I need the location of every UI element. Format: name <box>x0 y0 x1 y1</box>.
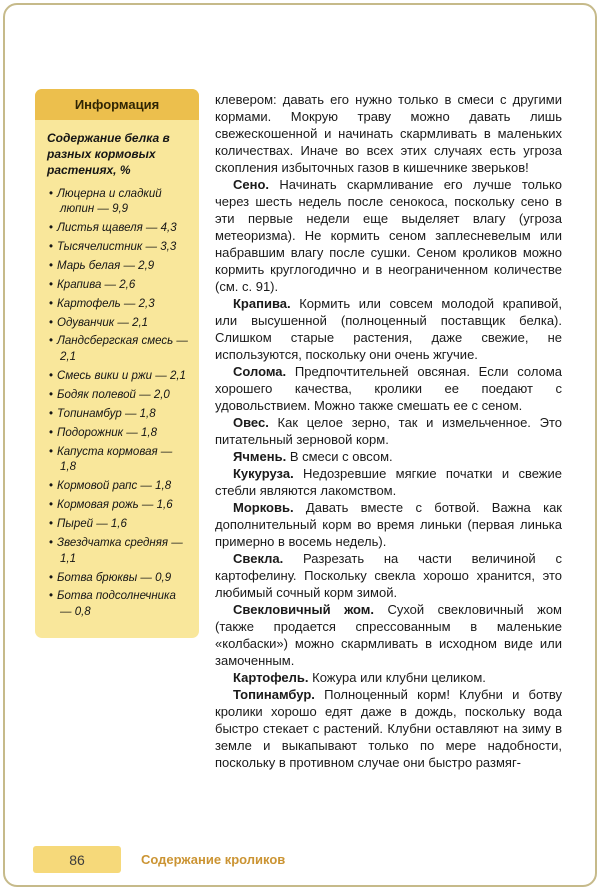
page-number: 86 <box>69 851 85 868</box>
paragraph-lead: Кукуруза. <box>233 466 304 481</box>
bullet-icon: • <box>49 445 54 458</box>
paragraph-lead: Сено. <box>233 177 280 192</box>
bullet-icon: • <box>49 536 54 549</box>
paragraph-lead: Овес. <box>233 415 278 430</box>
paragraph: Солома. Предпочтительней овсяная. Если солома хорошего качества, кролики ее поедают с удовольствием. Можно также смешать ее с сеном. <box>215 364 562 413</box>
protein-list-item: • Крапива — 2,6 <box>49 278 136 291</box>
bullet-icon: • <box>49 370 54 383</box>
protein-list-item: • Ботва подсолнечника — 0,8 <box>49 590 176 619</box>
bullet-icon: • <box>49 407 54 420</box>
paragraph-lead: Топинамбур. <box>233 687 325 702</box>
bullet-icon: • <box>49 222 54 235</box>
bullet-icon: • <box>49 335 54 348</box>
bullet-icon: • <box>49 426 54 439</box>
paragraph-lead: Свекловичный жом. <box>233 602 388 617</box>
protein-list-item: • Бодяк полевой — 2,0 <box>49 389 170 402</box>
bullet-icon: • <box>49 499 54 512</box>
paragraph: Овес. Как целое зерно, так и измельченное. Это питательный зерновой корм. <box>215 415 562 447</box>
protein-list-item: • Звездчатка средняя — 1,1 <box>49 536 183 565</box>
paragraph: Ячмень. В смеси с овсом. <box>233 449 393 464</box>
bullet-icon: • <box>49 571 54 584</box>
paragraph: Картофель. Кожура или клубни целиком. <box>233 670 486 685</box>
footer-chapter-title: Содержание кроликов <box>141 852 286 867</box>
paragraph-lead: Солома. <box>233 364 295 379</box>
protein-list-item: • Капуста кормовая — 1,8 <box>49 445 173 474</box>
info-box-header: Информация <box>35 89 199 120</box>
protein-list <box>35 185 199 639</box>
paragraph-lead: Свекла. <box>233 551 303 566</box>
paragraph: Морковь. Давать вместе с ботвой. Важна как дополнительный корм во время линьки (первая линька примерно в восемь недель). <box>215 500 562 549</box>
bullet-icon: • <box>49 590 54 603</box>
main-text-column <box>215 91 562 771</box>
book-page <box>3 3 597 887</box>
bullet-icon: • <box>49 518 54 531</box>
protein-list-item: • Ботва брюквы — 0,9 <box>49 571 172 584</box>
paragraph: Сено. Начинать скармливание его лучше только через шесть недель после сенокоса, поскольку сено в эти первые недели еще выделяет влагу (угроза метеоризма). Не кормить сеном заплесневелым или набравшим влагу после сушки. Сеном кроликов можно кормить круглогодично и в неограниченном количестве (см. с. 91). <box>215 177 563 294</box>
bullet-icon: • <box>49 316 54 329</box>
protein-list-item: • Кормовая рожь — 1,6 <box>49 499 173 512</box>
paragraph: Свекла. Разрезать на части величиной с картофелину. Поскольку свекла хорошо хранится, это любимый сочный корм зимой. <box>215 551 562 600</box>
protein-list-item: • Смесь вики и ржи — 2,1 <box>49 370 186 383</box>
bullet-icon: • <box>49 297 54 310</box>
paragraph: Кукуруза. Недозревшие мягкие початки и свежие стебли являются лакомством. <box>215 466 562 498</box>
bullet-icon: • <box>49 480 54 493</box>
bullet-icon: • <box>49 260 54 272</box>
bullet-icon: • <box>49 278 54 291</box>
paragraph: клевером: давать его нужно только в смеси с другими кормами. Мокрую траву можно давать лишь свежескошенной и начинать скармливать в маленьких количествах. Иначе во всех этих случаях есть угроза скопления избыточных газов в кишечнике зверьков! <box>215 92 562 175</box>
protein-list-item: • Листья щавеля — 4,3 <box>49 222 177 235</box>
paragraph: Топинамбур. Полноценный корм! Клубни и ботву кролики хорошо едят даже в дождь, поскольку вода быстро стекает с растений. Клубни оставляют на зиму в земле и выкапывают только по мере надобности, поскольку в противном случае они быстро размяг- <box>215 687 563 770</box>
paragraph-lead: Картофель. <box>233 670 313 685</box>
page-number-badge <box>33 846 121 873</box>
protein-list-item: • Люцерна и сладкий люпин — 9,9 <box>49 187 162 216</box>
protein-list-item: • Картофель — 2,3 <box>49 297 155 310</box>
paragraph-lead: Крапива. <box>233 296 300 311</box>
protein-list-item: • Топинамбур — 1,8 <box>49 407 156 420</box>
bullet-icon: • <box>49 389 54 402</box>
protein-list-item: • Подорожник — 1,8 <box>49 426 157 439</box>
bullet-icon: • <box>49 187 54 200</box>
paragraph: Свекловичный жом. Сухой свекловичный жом (также продается спрессованным в маленькие «колбаски») можно скармливать в исходном виде или замоченным. <box>215 602 562 668</box>
protein-list-item: • Тысячелистник — 3,3 <box>49 241 177 254</box>
paragraph-lead: Морковь. <box>233 500 306 515</box>
paragraph: Крапива. Кормить или совсем молодой крапивой, или высушенной (полноценный поставщик белка). Слишком старые растения, даже свежие, не используются, поскольку они очень жгучие. <box>215 296 562 362</box>
protein-list-item: • Кормовой рапс — 1,8 <box>49 480 172 493</box>
info-box-title: Содержание белка в разных кормовых растениях, % <box>47 131 170 178</box>
info-box <box>35 89 199 638</box>
protein-list-item: • Марь белая — 2,9 <box>49 260 155 272</box>
protein-list-item: • Одуванчик — 2,1 <box>49 316 149 329</box>
bullet-icon: • <box>49 241 54 254</box>
paragraph-lead: Ячмень. <box>233 449 290 464</box>
protein-list-item: • Ландсбергская смесь — 2,1 <box>49 335 188 364</box>
protein-list-item: • Пырей — 1,6 <box>49 518 127 531</box>
